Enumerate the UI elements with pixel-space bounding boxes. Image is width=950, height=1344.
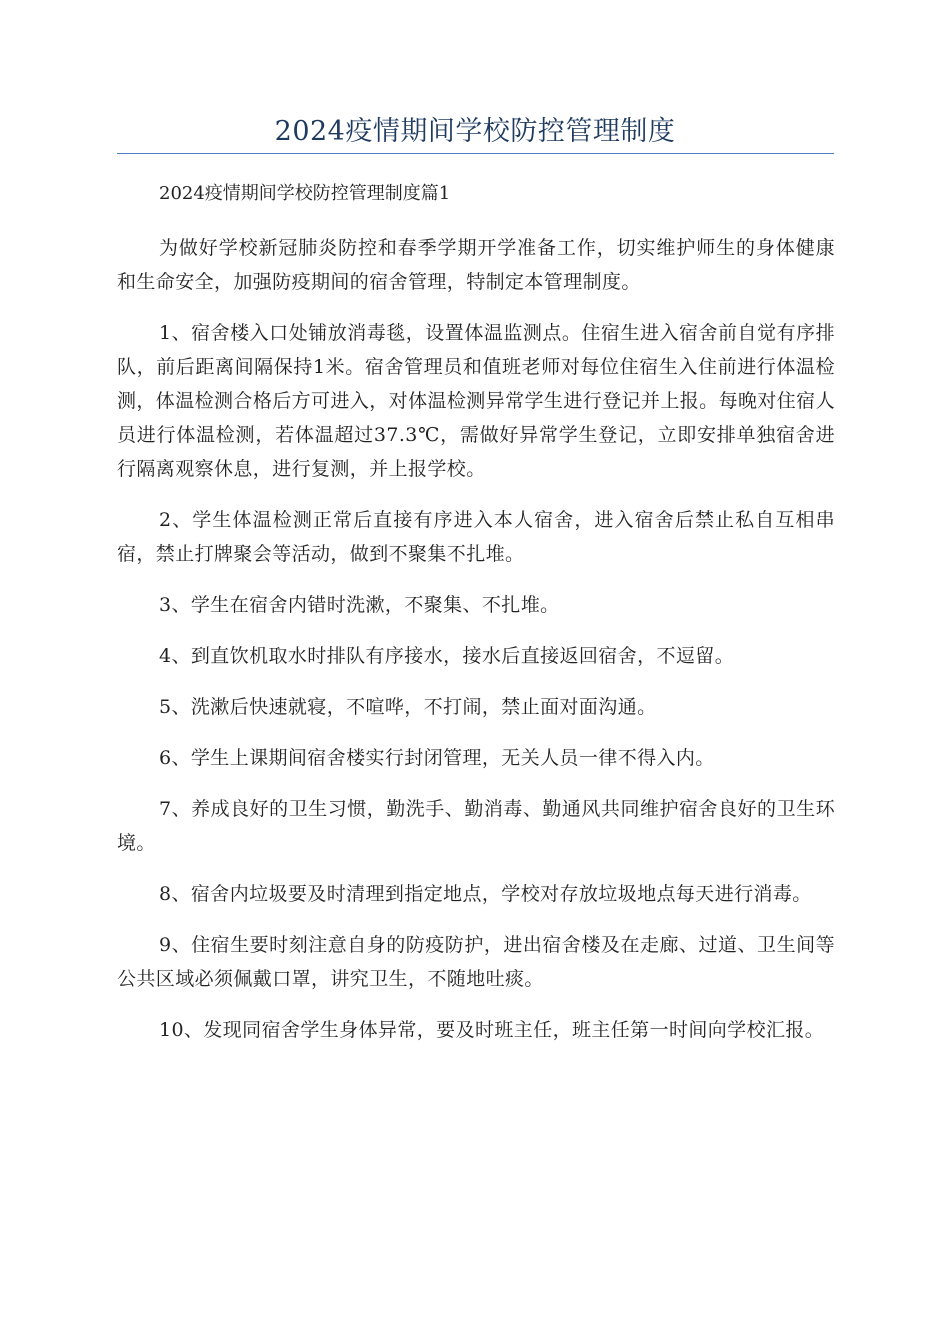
rule-item-7: 7、养成良好的卫生习惯，勤洗手、勤消毒、勤通风共同维护宿舍良好的卫生环境。	[117, 798, 835, 854]
intro-paragraph: 为做好学校新冠肺炎防控和春季学期开学准备工作，切实维护师生的身体健康和生命安全，加强防疫期间的宿舍管理，特制定本管理制度。	[117, 237, 835, 293]
rule-item-5: 5、洗漱后快速就寝，不喧哗，不打闹，禁止面对面沟通。	[159, 696, 657, 718]
rule-item-9: 9、住宿生要时刻注意自身的防疫防护，进出宿舍楼及在走廊、过道、卫生间等公共区域必须佩戴口罩，讲究卫生，不随地吐痰。	[117, 934, 835, 990]
section-subtitle: 2024疫情期间学校防控管理制度篇1	[159, 183, 451, 204]
document-body	[117, 177, 835, 1064]
rule-item-1: 1、宿舍楼入口处铺放消毒毯，设置体温监测点。住宿生进入宿舍前自觉有序排队，前后距离间隔保持1米。宿舍管理员和值班老师对每位住宿生入住前进行体温检测，体温检测合格后方可进入，对体温检测异常学生进行登记并上报。每晚对住宿人员进行体温检测，若体温超过37.3℃，需做好异常学生登记，立即安排单独宿舍进行隔离观察休息，进行复测，并上报学校。	[117, 322, 835, 480]
document-title: 2024疫情期间学校防控管理制度	[274, 116, 676, 147]
rule-item-10: 10、发现同宿舍学生身体异常，要及时班主任，班主任第一时间向学校汇报。	[159, 1019, 825, 1041]
rule-item-6: 6、学生上课期间宿舍楼实行封闭管理，无关人员一律不得入内。	[159, 747, 715, 769]
rule-item-8: 8、宿舍内垃圾要及时清理到指定地点，学校对存放垃圾地点每天进行消毒。	[159, 883, 812, 905]
title-underline	[117, 153, 834, 154]
rule-item-4: 4、到直饮机取水时排队有序接水，接水后直接返回宿舍，不逗留。	[159, 645, 735, 667]
rule-item-3: 3、学生在宿舍内错时洗漱，不聚集、不扎堆。	[159, 594, 560, 616]
rule-item-2: 2、学生体温检测正常后直接有序进入本人宿舍，进入宿舍后禁止私自互相串宿，禁止打牌聚会等活动，做到不聚集不扎堆。	[117, 509, 835, 565]
